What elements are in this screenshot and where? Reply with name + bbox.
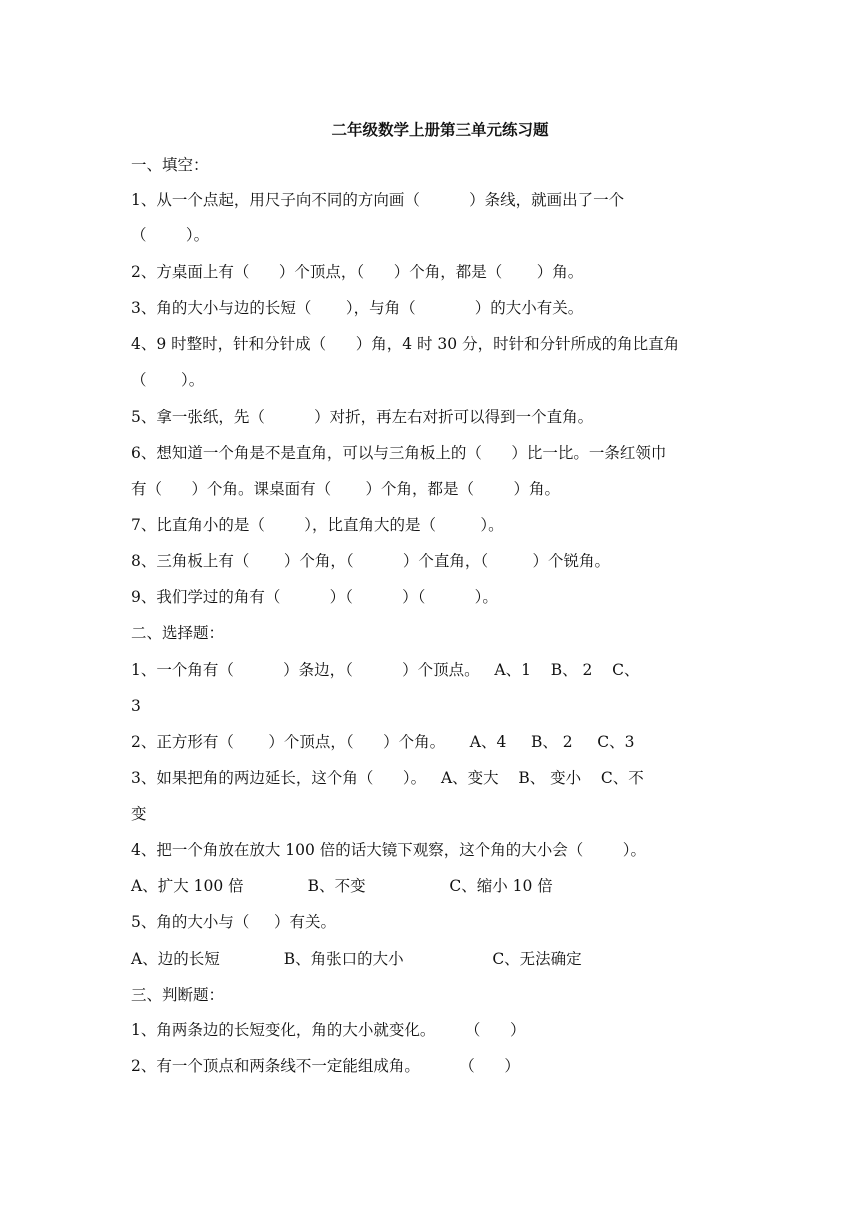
question-line: 5、角的大小与（ ）有关。 [131, 913, 336, 931]
page-title: 二年级数学上册第三单元练习题 [331, 120, 549, 139]
question-line: 2、有一个顶点和两条线不一定能组成角。 （ ） [131, 1057, 520, 1075]
question-line: 3 [131, 697, 141, 715]
question-line: 3、如果把角的两边延长，这个角（ ）。 A、变大 B、 变小 C、不 [131, 769, 644, 787]
question-line: 1、角两条边的长短变化，角的大小就变化。 （ ） [131, 1021, 526, 1039]
question-line: 4、9 时整时，针和分针成（ ）角，4 时 30 分，时针和分针所成的角比直角 [131, 335, 680, 353]
question-line: 6、想知道一个角是不是直角，可以与三角板上的（ ）比一比。一条红领巾 [131, 444, 667, 462]
question-line: 2、正方形有（ ）个顶点，（ ）个角。 A、4 B、 2 C、3 [131, 733, 635, 751]
question-line: （ ）。 [131, 226, 210, 244]
section-heading-judge: 三、判断题： [131, 986, 225, 1004]
answer-options: A、边的长短 B、角张口的大小 C、无法确定 [131, 950, 582, 968]
question-line: 7、比直角小的是（ ），比直角大的是（ ）。 [131, 516, 504, 534]
question-line: （ ）。 [131, 371, 205, 389]
section-heading-fill: 一、填空： [131, 156, 209, 174]
question-line: 1、一个角有（ ）条边，（ ）个顶点。 A、1 B、 2 C、 [131, 661, 640, 679]
question-line: 3、角的大小与边的长短（ ），与角（ ）的大小有关。 [131, 299, 584, 317]
question-line: 4、把一个角放在放大 100 倍的话大镜下观察，这个角的大小会（ ）。 [131, 841, 646, 859]
answer-options: A、扩大 100 倍 B、不变 C、缩小 10 倍 [131, 877, 553, 895]
question-line: 2、方桌面上有（ ）个顶点，（ ）个角，都是（ ）角。 [131, 263, 584, 281]
question-line: 5、拿一张纸，先（ ）对折，再左右对折可以得到一个直角。 [131, 408, 594, 426]
question-line: 变 [131, 805, 147, 823]
question-line: 有（ ）个角。课桌面有（ ）个角，都是（ ）角。 [131, 480, 560, 498]
question-line: 9、我们学过的角有（ ）（ ）（ ）。 [131, 588, 498, 606]
question-line: 1、从一个点起，用尺子向不同的方向画（ ）条线，就画出了一个 [131, 191, 625, 209]
question-line: 8、三角板上有（ ）个角，（ ）个直角，（ ）个锐角。 [131, 552, 610, 570]
section-heading-choice: 二、选择题： [131, 624, 225, 642]
